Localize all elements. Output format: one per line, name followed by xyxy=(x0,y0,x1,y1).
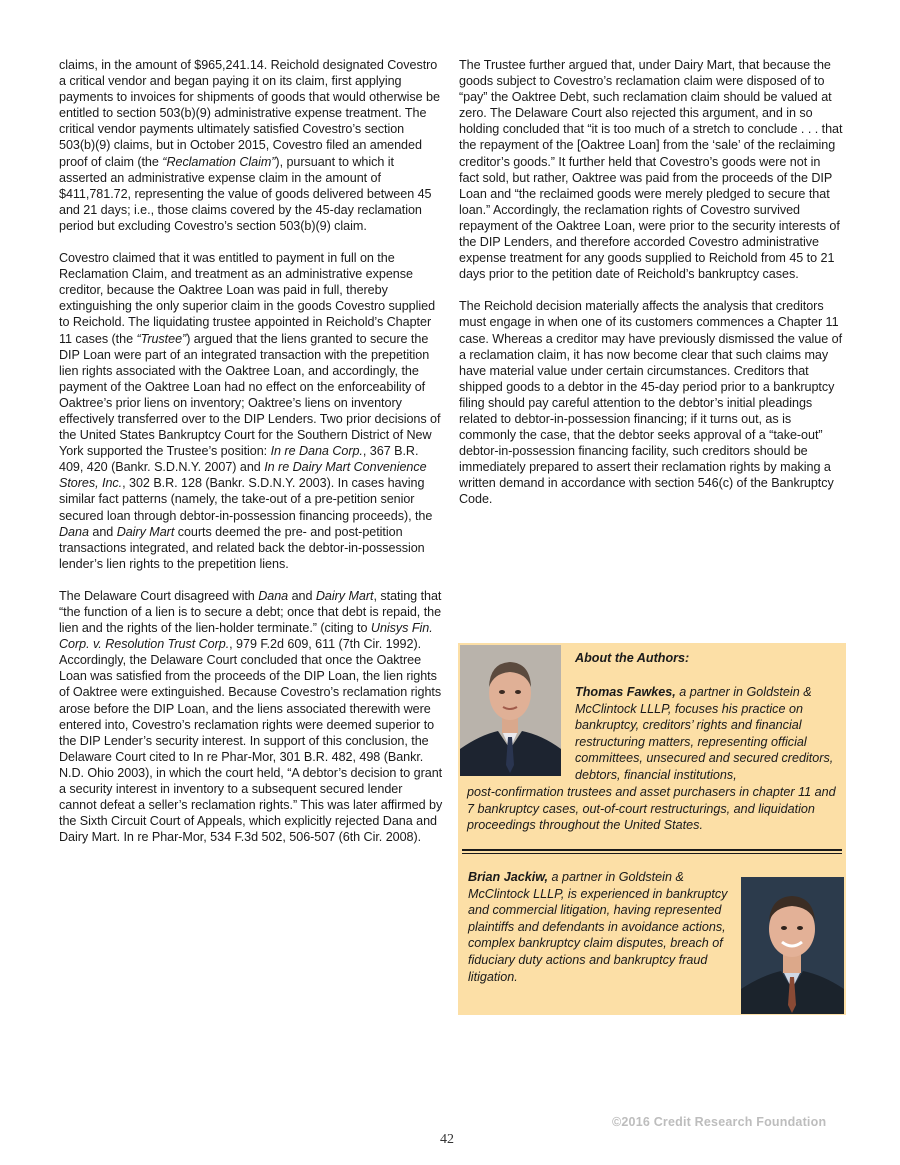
author-photo-jackiw xyxy=(741,877,844,1014)
paragraph: The Delaware Court disagreed with Dana and Dairy Mart, stating that “the function of a lien is to secure a debt; once that debt is repaid, the lien and the rights of the lien-holder terminate.” (citing to Unisys Fin. Corp. v. Resolution Trust Corp., 979 F.2d 609, 611 (7th Cir. 1992). Accordingly, the Delaware Court concluded that once the Oaktree Loan was satisfied from the proceeds of the DIP Loan, the lien rights of Oaktree were extinguished. Because Covestro’s reclamation rights arose before the DIP Loan, and the liens associated therewith were entered into, Covestro’s reclamation rights were deemed superior to the DIP Lender’s security interest. In support of this conclusion, the Delaware Court cited to In re Phar-Mor, 301 B.R. 482, 498 (Bankr. N.D. Ohio 2003), in which the court held, “A debtor’s decision to grant a security interest in inventory to a subsequent secured lender cannot defeat a seller’s reclamation rights.” This was later affirmed by the Sixth Circuit Court of Appeals, which explicitly rejected Dana and Dairy Mart. In re Phar-Mor, 534 F.3d 502, 506-507 (6th Cir. 2008). xyxy=(59,588,443,845)
paragraph: claims, in the amount of $965,241.14. Reichold designated Covestro a critical vendor and began paying it on its claim, first applying payments to invoices for shipments of goods that would otherwise be entitled to section 503(b)(9) administrative expense treatment. The critical vendor payments ultimately satisfied Covestro’s section 503(b)(9) claims, but in October 2015, Covestro filed an amended proof of claim (the “Reclamation Claim”), pursuant to which it asserted an administrative expense claim in the amount of $411,781.72, representing the value of goods delivered between 45 and 21 days; i.e., those claims covered by the 45-day reclamation period but excluding Covestro’s section 503(b)(9) claim. xyxy=(59,58,440,233)
fawkes-bio-continued: post-confirmation trustees and asset purchasers in chapter 11 and 7 bankruptcy cases, out-of-court restructurings, and liquidation proceedings throughout the United States. xyxy=(467,785,836,833)
page-number: 42 xyxy=(440,1132,454,1147)
fawkes-bio: Thomas Fawkes, a partner in Goldstein & McClintock LLLP, focuses his practice on bankruptcy, creditors’ rights and financial restructuring matters, representing official committees, unsecured and secured creditors, debtors, financial institutions, xyxy=(575,685,834,782)
author-photo-fawkes xyxy=(460,645,561,776)
divider xyxy=(462,849,842,851)
about-authors-box xyxy=(458,643,846,1015)
paragraph: Covestro claimed that it was entitled to payment in full on the Reclamation Claim, and treatment as an administrative expense creditor, because the Oaktree Loan was paid in full, thereby extinguishing the only superior claim in the goods Covestro supplied to Reichold. The liquidating trustee appointed in Reichold’s Chapter 11 cases (the “Trustee”) argued that the liens granted to secure the DIP Loan were part of an integrated transaction with the prepetition lien rights associated with the Oaktree Loan, and accordingly, the payment of the Oaktree Loan had no effect on the enforceability of Oaktree’s prior liens on inventory; Oaktree’s liens on inventory effectively transferred over to the DIP Lenders. Two prior decisions of the United States Bankruptcy Court for the Southern District of New York supported the Trustee’s position: In re Dana Corp., 367 B.R. 409, 420 (Bankr. S.D.N.Y. 2007) and In re Dairy Mart Convenience Stores, Inc., 302 B.R. 128 (Bankr. S.D.N.Y. 2003). In cases having similar fact patterns (namely, the take-out of a pre-petition senior secured loan through debtor-in-possession financing proceeds), the Dana and Dairy Mart courts deemed the pre- and post-petition transactions integrated, and related back the debtor-in-possession lender’s lien rights to the prepetition liens. xyxy=(59,251,441,571)
right-column xyxy=(459,57,843,508)
jackiw-bio: Brian Jackiw, a partner in Goldstein & McClintock LLLP, is experienced in bankruptcy and commercial litigation, having represented plaintiffs and defendants in avoidance actions, complex bankruptcy claim disputes, breach of fiduciary duty actions and bankruptcy fraud litigation. xyxy=(468,870,728,984)
paragraph: The Reichold decision materially affects the analysis that creditors must engage in when one of its customers commences a Chapter 11 case. Whereas a creditor may have previously dismissed the value of a reclamation claim, it has now become clear that such claims may have material value under certain circumstances. Creditors that shipped goods to a debtor in the 45-day period prior to a bankruptcy filing should pay careful attention to the debtor’s initial pleadings related to debtor-in-possession financing; if it turns out, as is commonly the case, that the debtor seeks approval of a “take-out” debtor-in-possession financing facility, such creditors should be immediately prepared to assert their reclamation rights by making a written demand in accordance with section 546(c) of the Bankruptcy Code. xyxy=(459,299,843,507)
left-column xyxy=(59,57,443,845)
copyright: ©2016 Credit Research Foundation xyxy=(612,1115,827,1129)
divider xyxy=(462,853,842,854)
paragraph: The Trustee further argued that, under Dairy Mart, that because the goods subject to Covestro’s reclamation claim were disposed of to “pay” the Oaktree Debt, such reclamation claim should be valued at zero. The Delaware Court also rejected this argument, and in so holding concluded that “it is too much of a stretch to conclude . . . that the repayment of the [Oaktree Loan] from the ‘sale’ of the reclaiming creditor’s goods.” It further held that Covestro’s goods were not in fact sold, but rather, Oaktree was paid from the proceeds of the DIP Loan and “the reclaimed goods were merely pledged to secure that loan.” Accordingly, the reclamation rights of Covestro survived repayment of the Oaktree Loan, were prior to the security interests of the DIP Lenders, and therefore accorded Covestro administrative expense treatment for any goods supplied to Reichold from 45 to 21 days prior to the petition date of Reichold’s bankruptcy cases. xyxy=(459,58,843,282)
authors-heading: About the Authors: xyxy=(575,651,690,665)
